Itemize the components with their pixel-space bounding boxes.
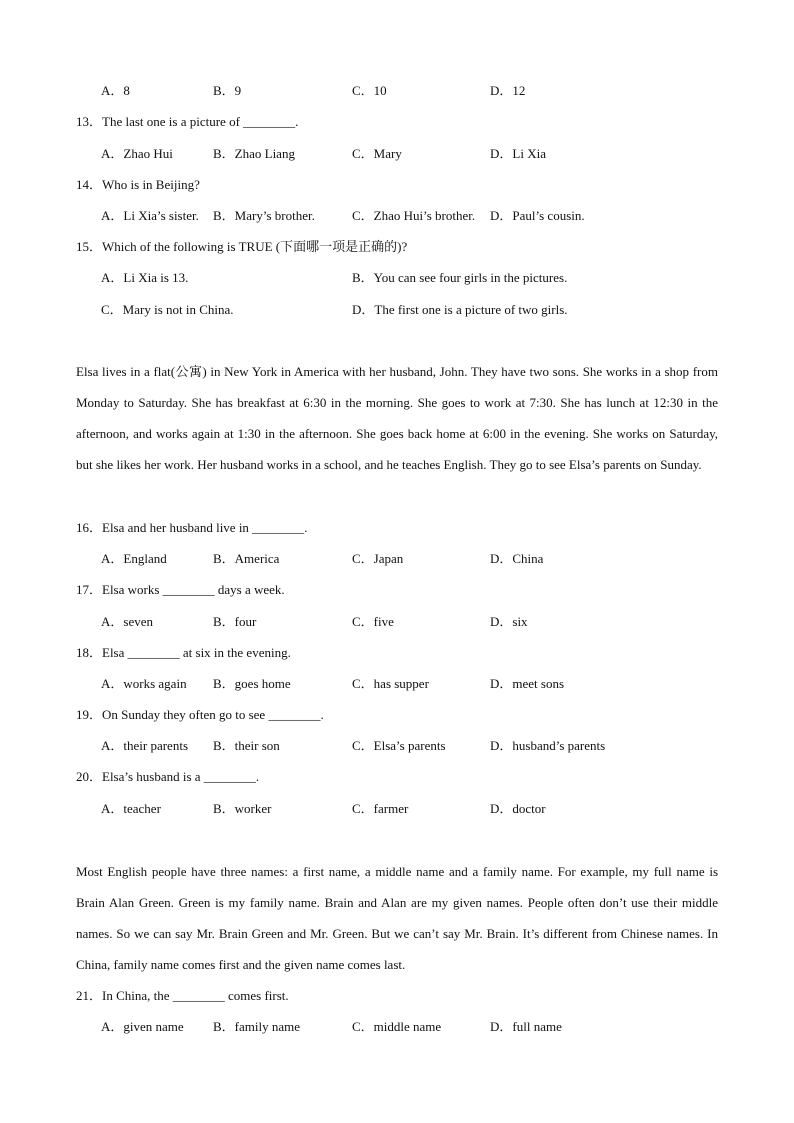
- q13-option-d[interactable]: D．Li Xia: [490, 146, 546, 161]
- q12-option-c[interactable]: C．10: [352, 83, 387, 98]
- q13-option-c[interactable]: C．Mary: [352, 146, 402, 161]
- q19-option-d[interactable]: D．husband’s parents: [490, 738, 606, 753]
- q15-options-row2: [101, 302, 741, 318]
- q20-option-d[interactable]: D．doctor: [490, 801, 546, 816]
- q18-option-d[interactable]: D．meet sons: [490, 676, 565, 691]
- q16-options: [101, 551, 741, 567]
- q14-option-d[interactable]: D．Paul’s cousin.: [490, 208, 585, 223]
- q19-option-a[interactable]: A．their parents: [101, 738, 189, 753]
- q15-option-a[interactable]: A．Li Xia is 13.: [101, 270, 189, 285]
- q14-options: [101, 208, 741, 224]
- q15-options-row1: [101, 270, 741, 286]
- q18-options: [101, 676, 741, 692]
- q17-option-b[interactable]: B．four: [213, 614, 257, 629]
- q13-question: 13．The last one is a picture of ________.: [76, 114, 299, 129]
- q20-option-c[interactable]: C．farmer: [352, 801, 409, 816]
- q12-options: [101, 83, 741, 99]
- q12-option-d[interactable]: D．12: [490, 83, 526, 98]
- q19-option-b[interactable]: B．their son: [213, 738, 280, 753]
- q17-question: 17．Elsa works ________ days a week.: [76, 582, 285, 597]
- q16-question: 16．Elsa and her husband live in ________.: [76, 520, 308, 535]
- q13-option-b[interactable]: B．Zhao Liang: [213, 146, 295, 161]
- q19-options: [101, 738, 741, 754]
- q15-option-b[interactable]: B．You can see four girls in the pictures.: [352, 270, 568, 285]
- q13-options: [101, 146, 741, 162]
- q13-option-a[interactable]: A．Zhao Hui: [101, 146, 173, 161]
- q20-option-a[interactable]: A．teacher: [101, 801, 161, 816]
- q16-option-d[interactable]: D．China: [490, 551, 544, 566]
- q18-question: 18．Elsa ________ at six in the evening.: [76, 645, 291, 660]
- q19-question: 19．On Sunday they often go to see ________.: [76, 707, 324, 722]
- reading-passage-names: Most English people have three names: a first name, a middle name and a family name. For example, my full name is Brain Alan Green. Green is my family name. Brain and Alan are my given names. People often don’t use their middle names. So we can say Mr. Brain Green and Mr. Green. But we can’t say Mr. Brain. It’s different from Chinese names. In China, family name comes first and the given name comes last.: [76, 864, 718, 972]
- q16-option-b[interactable]: B．America: [213, 551, 280, 566]
- q20-options: [101, 801, 741, 817]
- q15-option-c[interactable]: C．Mary is not in China.: [101, 302, 234, 317]
- q18-option-a[interactable]: A．works again: [101, 676, 187, 691]
- q20-option-b[interactable]: B．worker: [213, 801, 272, 816]
- q18-option-c[interactable]: C．has supper: [352, 676, 429, 691]
- q14-option-b[interactable]: B．Mary’s brother.: [213, 208, 315, 223]
- q15-option-d[interactable]: D．The first one is a picture of two girls.: [352, 302, 568, 317]
- q15-question: 15．Which of the following is TRUE (下面哪一项是正确的)?: [76, 239, 408, 254]
- q17-options: [101, 614, 741, 630]
- q17-option-a[interactable]: A．seven: [101, 614, 153, 629]
- q21-options: [101, 1019, 741, 1035]
- q16-option-a[interactable]: A．England: [101, 551, 167, 566]
- q21-option-a[interactable]: A．given name: [101, 1019, 184, 1034]
- q14-option-c[interactable]: C．Zhao Hui’s brother.: [352, 208, 476, 223]
- q14-question: 14．Who is in Beijing?: [76, 177, 200, 192]
- q21-option-d[interactable]: D．full name: [490, 1019, 562, 1034]
- q21-question: 21．In China, the ________ comes first.: [76, 988, 289, 1003]
- reading-passage-elsa: Elsa lives in a flat(公寓) in New York in America with her husband, John. They have two sons. She works in a shop from Monday to Saturday. She has breakfast at 6:30 in the morning. She goes to work at 7:30. She has lunch at 12:30 in the afternoon, and works again at 1:30 in the afternoon. She goes back home at 6:00 in the evening. She works on Saturday, but she likes her work. Her husband works in a school, and he teaches English. They go to see Elsa’s parents on Sunday.: [76, 364, 718, 472]
- q18-option-b[interactable]: B．goes home: [213, 676, 291, 691]
- q20-question: 20．Elsa’s husband is a ________.: [76, 769, 260, 784]
- q14-option-a[interactable]: A．Li Xia’s sister.: [101, 208, 199, 223]
- q12-option-b[interactable]: B．9: [213, 83, 242, 98]
- q21-option-c[interactable]: C．middle name: [352, 1019, 442, 1034]
- q17-option-c[interactable]: C．five: [352, 614, 394, 629]
- q19-option-c[interactable]: C．Elsa’s parents: [352, 738, 446, 753]
- q12-option-a[interactable]: A．8: [101, 83, 130, 98]
- q21-option-b[interactable]: B．family name: [213, 1019, 301, 1034]
- q16-option-c[interactable]: C．Japan: [352, 551, 404, 566]
- q17-option-d[interactable]: D．six: [490, 614, 528, 629]
